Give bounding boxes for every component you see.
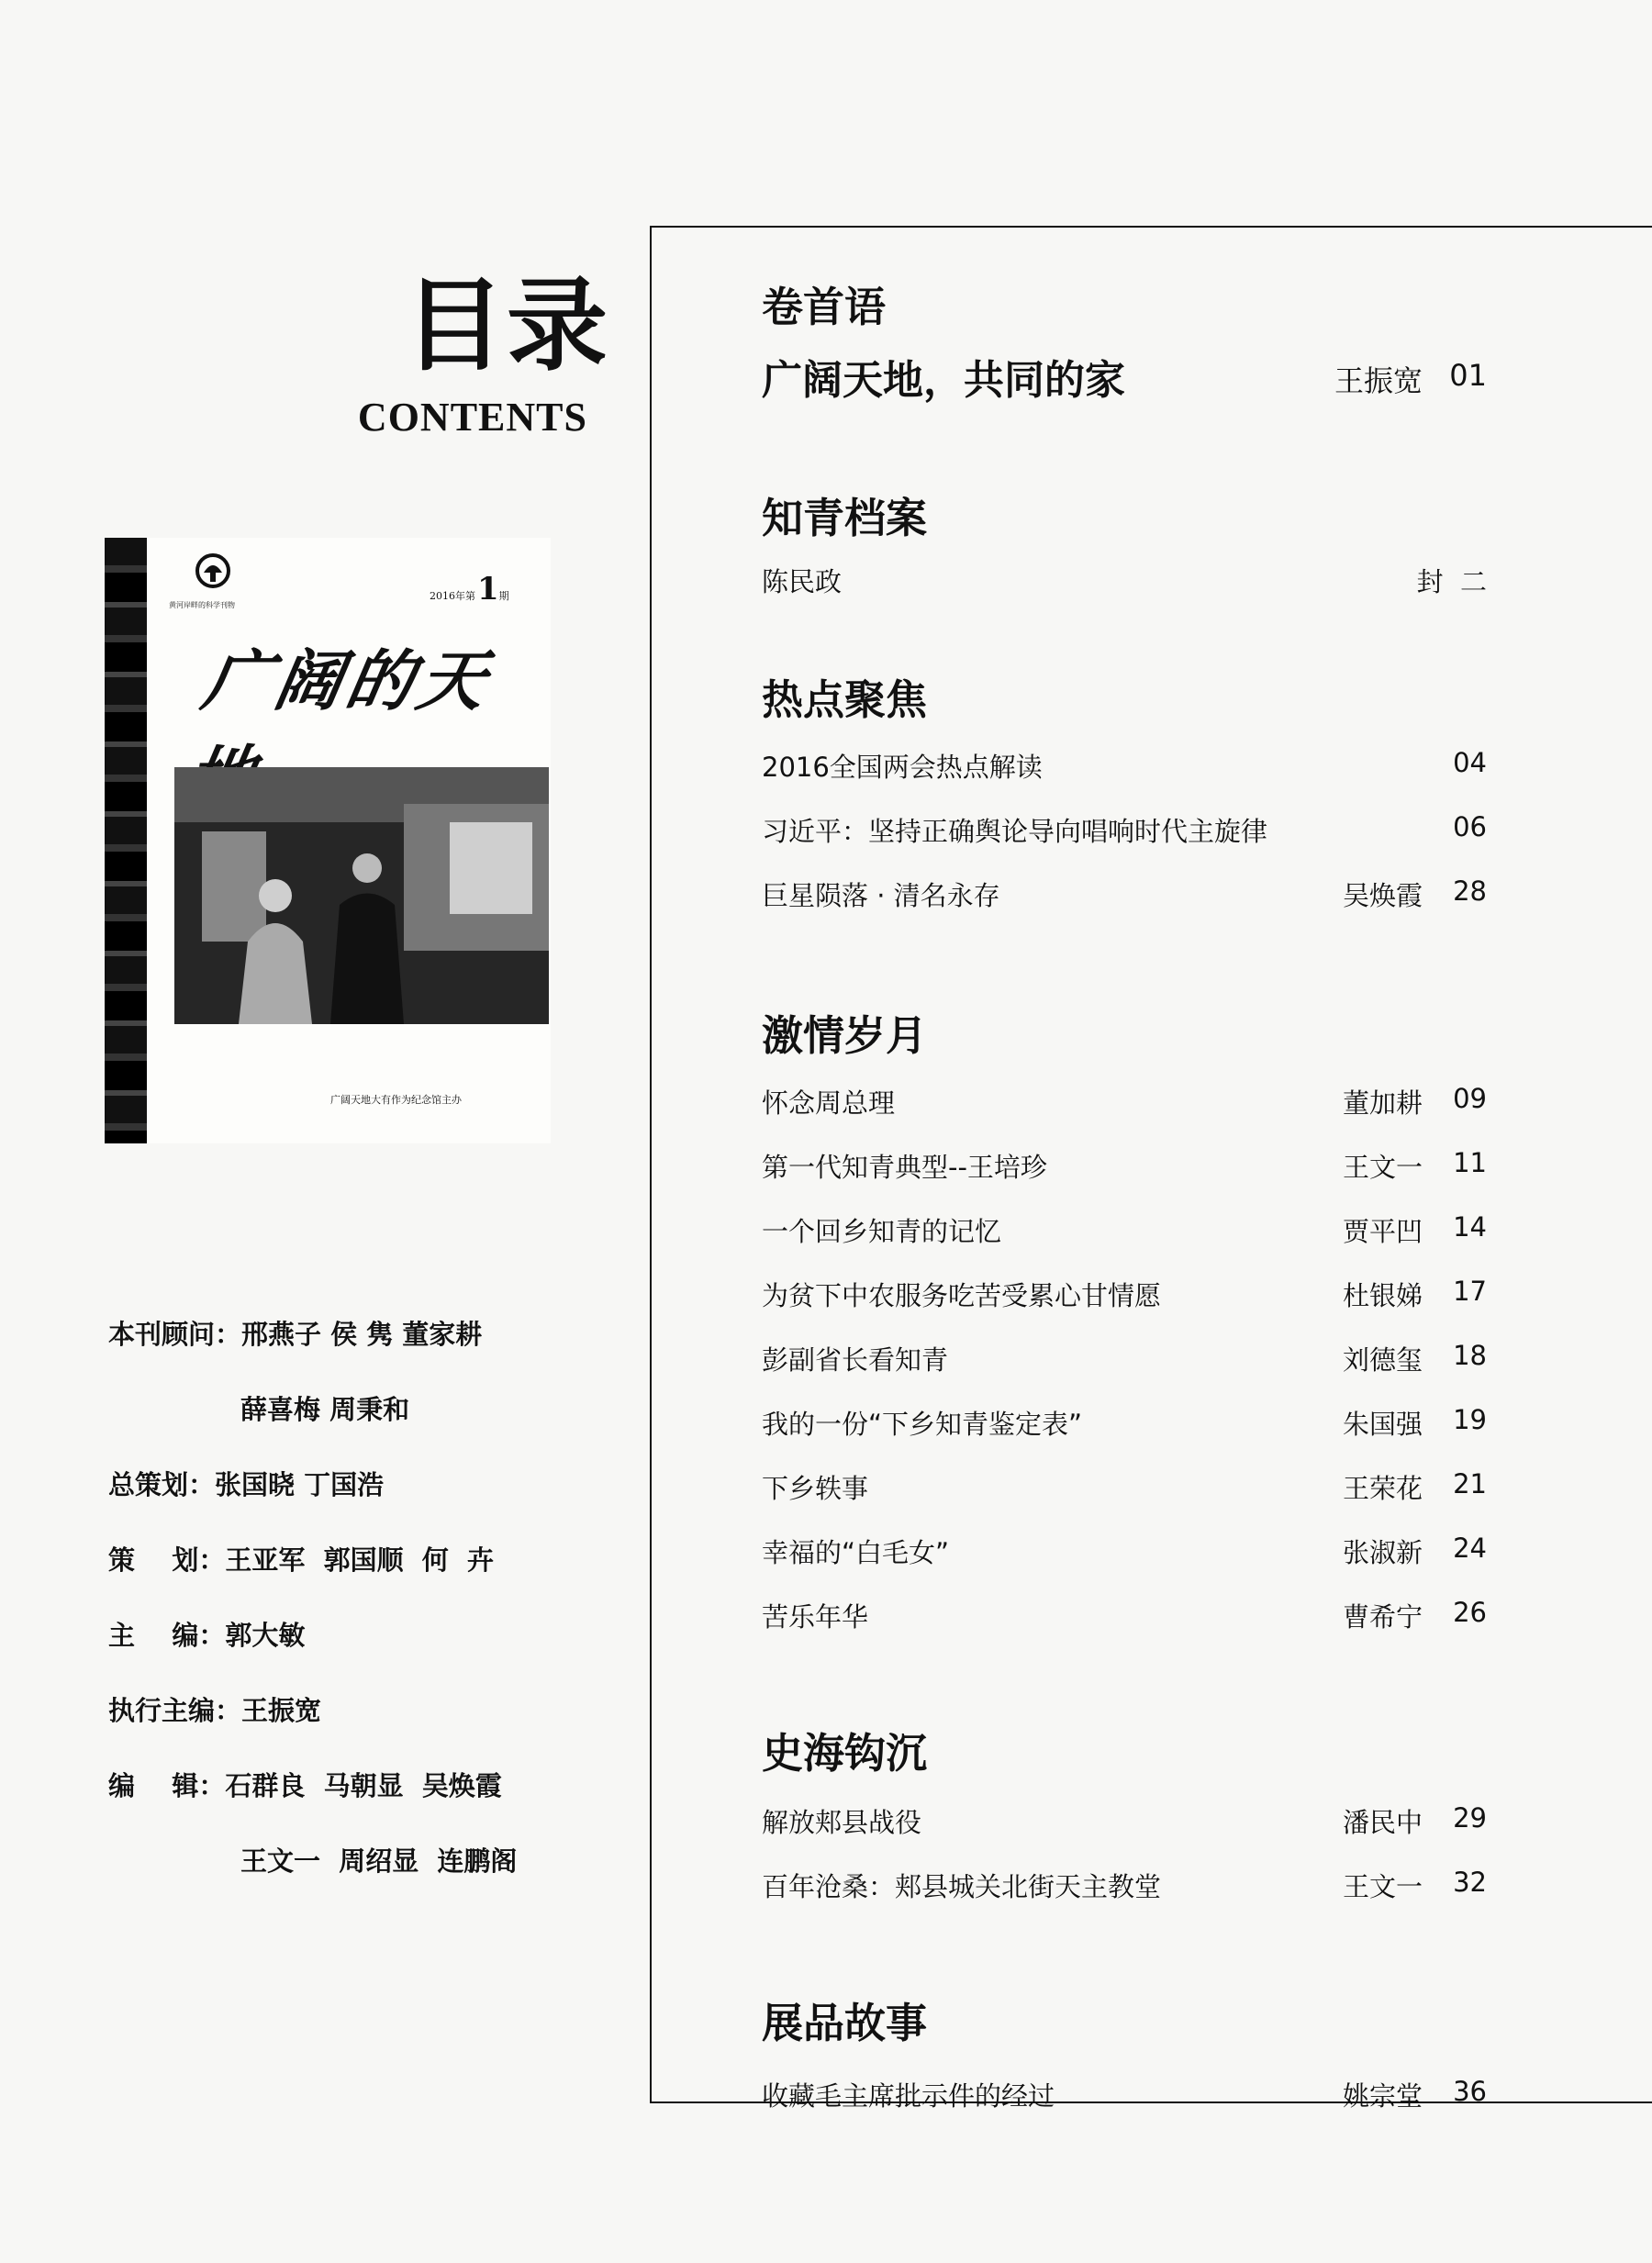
entry-page: 06: [1453, 811, 1487, 842]
cover-issue-prefix: 2016年第: [430, 590, 475, 602]
entry-author: 王荣花: [1342, 1473, 1423, 1504]
entry-author: 吴焕霞: [1342, 880, 1423, 911]
entry-page: 14: [1453, 1211, 1487, 1243]
staff-names: 王文一 周绍显 连鹏阁: [240, 1845, 518, 1877]
staff-row-editor-in-chief: [108, 1615, 305, 1653]
entry-author: 王文一: [1342, 1152, 1423, 1183]
toc-entry[interactable]: [762, 562, 1487, 598]
entry-title: 习近平：坚持正确舆论导向唱响时代主旋律: [762, 816, 1268, 847]
entry-page: 11: [1453, 1147, 1487, 1178]
magazine-cover: [105, 538, 551, 1143]
publisher-logo-icon: [195, 552, 231, 589]
toc-entry[interactable]: [762, 811, 1487, 848]
staff-row-chief-planner: [108, 1465, 384, 1502]
entry-title: 苦乐年华: [762, 1601, 869, 1633]
entry-title: 2016全国两会热点解读: [762, 752, 1043, 783]
entry-title: 幸福的“白毛女”: [762, 1537, 950, 1568]
staff-row-editors: [108, 1766, 502, 1803]
entry-page: 21: [1453, 1468, 1487, 1499]
entry-page: 32: [1453, 1867, 1487, 1898]
staff-label: 执行主编：: [108, 1695, 242, 1726]
staff-row-executive-editor: [108, 1690, 321, 1728]
section-title: 知青档案: [762, 494, 928, 542]
entry-page: 17: [1453, 1276, 1487, 1307]
entry-author: 姚宗堂: [1342, 2080, 1423, 2112]
entry-author: 朱国强: [1342, 1409, 1423, 1440]
entry-title: 我的一份“下乡知青鉴定表”: [762, 1409, 1083, 1440]
page-subtitle: CONTENTS: [357, 395, 587, 440]
toc-entry[interactable]: [762, 347, 1487, 404]
entry-title: 百年沧桑：郏县城关北街天主教堂: [762, 1871, 1162, 1902]
toc-entry[interactable]: [762, 1083, 1487, 1120]
entry-page: 01: [1449, 358, 1487, 393]
toc-entry[interactable]: [762, 1276, 1487, 1312]
toc-entry[interactable]: [762, 1340, 1487, 1377]
toc-entry[interactable]: [762, 1468, 1487, 1505]
cover-issue: [430, 571, 509, 608]
entry-author: 张淑新: [1342, 1537, 1423, 1568]
staff-names: 邢燕子 侯 隽 董家耕: [241, 1319, 483, 1350]
toc-entry[interactable]: [762, 747, 1487, 784]
toc-entry[interactable]: [762, 1867, 1487, 1903]
cover-photo: [174, 767, 549, 1024]
staff-row-advisors-cont: [240, 1389, 409, 1427]
cover-issue-number: 1: [477, 571, 499, 608]
entry-title: 陈民政: [762, 566, 843, 597]
staff-names: 薛喜梅 周秉和: [240, 1394, 410, 1425]
entry-page: 36: [1453, 2076, 1487, 2107]
toc-entry[interactable]: [762, 1147, 1487, 1184]
staff-names: 郭大敏: [225, 1620, 306, 1651]
entry-page: 封 二: [1416, 566, 1487, 597]
section-title: 史海钩沉: [762, 1729, 928, 1778]
staff-names: 王亚军 郭国顺 何 卉: [225, 1544, 494, 1576]
entry-title: 下乡轶事: [762, 1473, 869, 1504]
entry-title: 彭副省长看知青: [762, 1344, 949, 1376]
entry-page: 09: [1453, 1083, 1487, 1114]
staff-names: 张国晓 丁国浩: [215, 1469, 385, 1500]
entry-page: 04: [1453, 747, 1487, 778]
entry-title: 巨星陨落 · 清名永存: [762, 880, 1000, 911]
staff-row-advisors: [108, 1314, 482, 1352]
staff-row-planners: [108, 1540, 494, 1577]
entry-page: 29: [1453, 1802, 1487, 1834]
entry-author: 刘德玺: [1342, 1344, 1423, 1376]
entry-title: 一个回乡知青的记忆: [762, 1216, 1002, 1247]
toc-entry[interactable]: [762, 875, 1487, 912]
entry-author: 贾平凹: [1342, 1216, 1423, 1247]
toc-entry[interactable]: [762, 2076, 1487, 2113]
toc-entry[interactable]: [762, 1597, 1487, 1633]
staff-row-editors-cont: [240, 1841, 517, 1878]
toc-entry[interactable]: [762, 1211, 1487, 1248]
cover-title: 广阔的天地: [196, 641, 497, 719]
entry-author: 王文一: [1342, 1871, 1423, 1902]
entry-page: 24: [1453, 1533, 1487, 1564]
cover-spine: [105, 538, 147, 1143]
staff-label: 主 编：: [108, 1620, 226, 1651]
section-title: 激情岁月: [762, 1011, 928, 1060]
entry-page: 26: [1453, 1597, 1487, 1628]
entry-author: 潘民中: [1342, 1807, 1423, 1838]
entry-title: 为贫下中农服务吃苦受累心甘情愿: [762, 1280, 1162, 1311]
entry-page: 18: [1453, 1340, 1487, 1371]
section-title: 热点聚焦: [762, 675, 928, 724]
entry-title: 广阔天地，共同的家: [762, 357, 1125, 404]
staff-label: 总策划：: [108, 1469, 216, 1500]
toc-entry[interactable]: [762, 1533, 1487, 1569]
entry-title: 第一代知青典型--王培珍: [762, 1152, 1047, 1183]
cover-publisher-line: 黄河岸畔的科学刊物: [169, 601, 235, 609]
section-title: 展品故事: [762, 1999, 928, 2047]
staff-names: 王振宽: [241, 1695, 322, 1726]
section-title: 卷首语: [762, 283, 887, 331]
staff-label: 策 划：: [108, 1544, 226, 1576]
staff-label: 本刊顾问：: [108, 1319, 242, 1350]
entry-title: 怀念周总理: [762, 1087, 896, 1119]
toc-entry[interactable]: [762, 1802, 1487, 1839]
staff-names: 石群良 马朝显 吴焕霞: [225, 1770, 502, 1801]
entry-title: 解放郏县战役: [762, 1807, 922, 1838]
entry-author: 曹希宁: [1342, 1601, 1423, 1633]
entry-title: 收藏毛主席批示件的经过: [762, 2080, 1055, 2112]
entry-page: 19: [1453, 1404, 1487, 1435]
entry-author: 杜银娣: [1342, 1280, 1423, 1311]
staff-label: 编 辑：: [108, 1770, 226, 1801]
entry-page: 28: [1453, 875, 1487, 907]
page-title: 目录: [404, 266, 609, 385]
entry-author: 董加耕: [1342, 1087, 1423, 1119]
cover-issue-suffix: 期: [498, 590, 509, 602]
cover-caption: 广阔天地大有作为纪念馆主办: [330, 1094, 462, 1106]
entry-author: 王振宽: [1334, 363, 1423, 398]
toc-entry[interactable]: [762, 1404, 1487, 1441]
